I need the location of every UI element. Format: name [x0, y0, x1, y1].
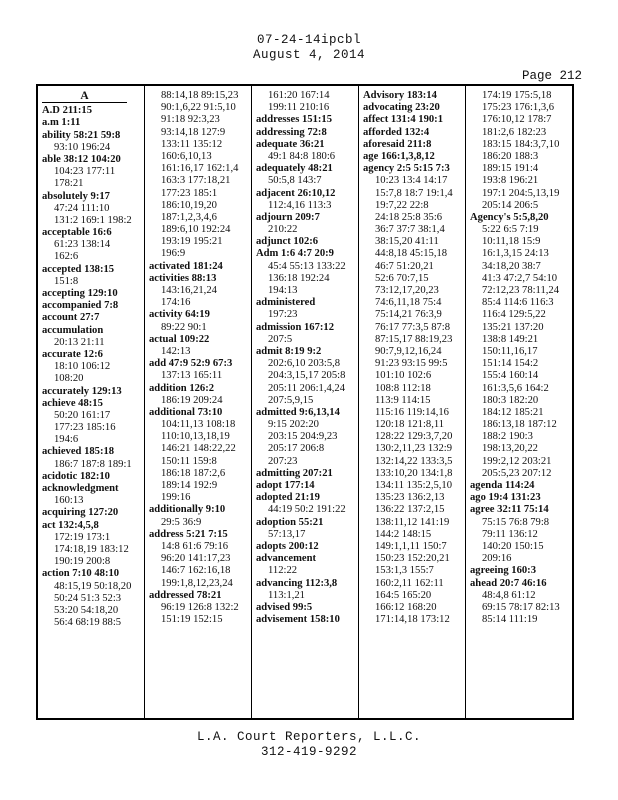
footer-reporter-name: L.A. Court Reporters, L.L.C.: [196, 730, 422, 744]
index-term-line: act 132:4,5,8: [42, 519, 99, 531]
index-ref-line: 132:14,22 133:3,5: [375, 455, 453, 467]
index-term-line: a.m 1:11: [42, 117, 81, 129]
index-ref-line: 138:8 149:21: [482, 333, 539, 345]
index-ref-line: 150:23 152:20,21: [375, 553, 450, 565]
index-ref-line: 112:22: [268, 565, 298, 577]
index-ref-line: 203:15 204:9,23: [268, 431, 338, 443]
index-ref-line: 104:11,13 108:18: [161, 419, 236, 431]
index-term-line: adoption 55:21: [256, 516, 324, 528]
index-ref-line: 46:7 51:20,21: [375, 260, 434, 272]
index-ref-line: 16:1,3,15 24:13: [482, 248, 549, 260]
header-date: August 4, 2014: [252, 48, 366, 62]
index-ref-line: 143:16,21,24: [161, 285, 217, 296]
index-ref-line: 207:5,9,15: [268, 394, 314, 406]
index-term-line: agree 32:11 75:14: [470, 504, 549, 516]
index-term-line: agency 2:5 5:15 7:3: [363, 163, 450, 175]
index-ref-line: 151:8: [54, 275, 79, 287]
index-term-line: accurate 12:6: [42, 348, 103, 360]
index-ref-line: 91:18 92:3,23: [161, 114, 220, 126]
index-column-4: [359, 86, 466, 718]
index-term-line: adopted 21:19: [256, 492, 320, 504]
index-ref-line: 172:19 173:1: [54, 531, 111, 543]
index-ref-line: 160:2,11 162:11: [375, 577, 444, 589]
index-ref-line: 85:4 114:6 116:3: [482, 297, 554, 309]
index-ref-line: 188:2 190:3: [482, 431, 533, 443]
index-term-line: acquiring 127:20: [42, 507, 119, 519]
index-ref-line: 174:19 175:5,18: [482, 90, 552, 101]
index-term-line: administered: [256, 297, 316, 309]
index-ref-line: 150:11,16,17: [482, 345, 538, 357]
index-ref-line: 136:22 137:2,15: [375, 504, 445, 516]
index-ref-line: 57:13,17: [268, 528, 306, 540]
index-ref-line: 189:15 191:4: [482, 163, 539, 175]
index-term-line: accompanied 7:8: [42, 300, 119, 312]
index-term-line: Advisory 183:14: [363, 90, 437, 101]
index-ref-line: 50:24 51:3 52:3: [54, 592, 122, 604]
index-column-5: [466, 86, 572, 718]
index-term-line: action 7:10 48:10: [42, 568, 120, 580]
index-ref-line: 73:12,17,20,23: [375, 285, 439, 296]
index-ref-line: 204:3,15,17 205:8: [268, 370, 346, 382]
index-ref-line: 75:15 76:8 79:8: [482, 516, 550, 528]
index-ref-line: 150:11 159:8: [161, 455, 217, 467]
index-term-line: admitted 9:6,13,14: [256, 406, 340, 418]
index-ref-line: 186:20 188:3: [482, 150, 539, 162]
index-ref-line: 24:18 25:8 35:6: [375, 211, 443, 223]
index-ref-line: 48:4,8 61:12: [482, 589, 536, 601]
index-ref-line: 112:4,16 113:3: [268, 199, 332, 211]
index-ref-line: 146:7 162:16,18: [161, 565, 231, 577]
index-ref-line: 194:6: [54, 434, 79, 446]
index-term-line: advancing 112:3,8: [256, 577, 338, 589]
index-ref-line: 38:15,20 41:11: [375, 236, 439, 248]
index-term-line: adjourn 209:7: [256, 211, 320, 223]
index-term-line: actual 109:22: [149, 333, 210, 345]
index-ref-line: 198:13,20,22: [482, 443, 538, 455]
index-term-line: activated 181:24: [149, 260, 223, 272]
index-term-line: Agency's 5:5,8,20: [470, 211, 549, 223]
index-ref-line: 177:23 185:16: [54, 422, 116, 434]
index-term-line: achieve 48:15: [42, 397, 103, 409]
index-ref-line: 61:23 138:14: [54, 239, 111, 251]
index-term-line: adjunct 102:6: [256, 236, 319, 248]
index-term-line: age 166:1,3,8,12: [363, 150, 435, 162]
index-ref-line: 205:14 206:5: [482, 199, 539, 211]
index-term-line: advocating 23:20: [363, 102, 440, 114]
index-ref-line: 199:1,8,12,23,24: [161, 577, 233, 589]
index-ref-line: 193:8 196:21: [482, 175, 539, 187]
index-ref-line: 9:15 202:20: [268, 419, 319, 431]
header-case-number: 07-24-14ipcbl: [256, 33, 362, 47]
index-term-line: additionally 9:10: [149, 504, 226, 516]
index-ref-line: 116:4 129:5,22: [482, 309, 546, 321]
index-ref-line: 186:7 187:8 189:1: [54, 458, 132, 470]
index-term-line: address 5:21 7:15: [149, 528, 228, 540]
index-term-line: ahead 20:7 46:16: [470, 577, 547, 589]
index-ref-line: 74:6,11,18 75:4: [375, 297, 442, 309]
index-ref-line: 189:14 192:9: [161, 480, 218, 491]
index-ref-line: 140:20 150:15: [482, 540, 544, 552]
index-ref-line: 56:4 68:19 88:5: [54, 617, 122, 629]
index-term-line: accumulation: [42, 324, 104, 336]
index-ref-line: 193:19 195:21: [161, 236, 223, 248]
index-term-line: admission 167:12: [256, 321, 334, 333]
index-ref-line: 48:15,19 50:18,20: [54, 580, 132, 592]
index-term-line: acceptable 16:6: [42, 227, 112, 239]
index-ref-line: 72:12,23 78:11,24: [482, 285, 560, 296]
index-ref-line: 181:2,6 182:23: [482, 126, 547, 138]
index-ref-line: 180:3 182:20: [482, 394, 539, 406]
index-ref-line: 178:21: [54, 178, 84, 190]
index-ref-line: 160:13: [54, 495, 84, 507]
index-ref-line: 146:21 148:22,22: [161, 443, 236, 455]
index-ref-line: 128:22 129:3,7,20: [375, 431, 453, 443]
index-term-line: absolutely 9:17: [42, 190, 110, 202]
index-ref-line: 199:11 210:16: [268, 102, 330, 114]
index-ref-line: 5:22 6:5 7:19: [482, 224, 539, 236]
index-ref-line: 10:23 13:4 14:17: [375, 175, 448, 187]
index-ref-line: 164:5 165:20: [375, 589, 432, 601]
index-term-line: adjacent 26:10,12: [256, 187, 336, 199]
index-ref-line: 194:13: [268, 285, 298, 296]
index-ref-line: 87:15,17 88:19,23: [375, 333, 453, 345]
index-ref-line: 19:7,22 22:8: [375, 199, 429, 211]
index-ref-line: 88:14,18 89:15,23: [161, 90, 239, 101]
index-term-line: achieved 185:18: [42, 446, 115, 458]
index-term-line: addressed 78:21: [149, 589, 222, 601]
index-ref-line: 93:14,18 127:9: [161, 126, 226, 138]
index-ref-line: 20:13 21:11: [54, 336, 105, 348]
index-ref-line: 101:10 102:6: [375, 370, 432, 382]
index-ref-line: 47:24 111:10: [54, 202, 110, 214]
index-term-line: add 47:9 52:9 67:3: [149, 358, 233, 370]
section-letter: A: [42, 90, 127, 103]
index-ref-line: 133:10,20 134:1,8: [375, 467, 453, 479]
index-column-3: [252, 86, 359, 718]
index-ref-line: 15:7,8 18:7 19:1,4: [375, 187, 453, 199]
index-term-line: afforded 132:4: [363, 126, 430, 138]
index-term-line: activity 64:19: [149, 309, 210, 321]
index-ref-line: 76:17 77:3,5 87:8: [375, 321, 451, 333]
index-term-line: addition 126:2: [149, 382, 215, 394]
index-ref-line: 184:12 185:21: [482, 406, 544, 418]
index-ref-line: 151:14 154:2: [482, 358, 539, 370]
index-term-line: account 27:7: [42, 312, 100, 324]
footer-phone: 312-419-9292: [260, 745, 357, 759]
index-ref-line: 45:4 55:13 133:22: [268, 260, 346, 272]
index-ref-line: 113:9 114:15: [375, 394, 431, 406]
index-ref-line: 44:8,18 45:15,18: [375, 248, 448, 260]
index-term-line: adopt 177:14: [256, 480, 315, 491]
index-term-line: affect 131:4 190:1: [363, 114, 444, 126]
index-ref-line: 197:1 204:5,13,19: [482, 187, 560, 199]
index-ref-line: 160:6,10,13: [161, 150, 212, 162]
index-column-2: [145, 86, 252, 718]
index-term-line: addressing 72:8: [256, 126, 327, 138]
index-term-line: acknowledgment: [42, 483, 119, 494]
index-ref-line: 134:11 135:2,5,10: [375, 480, 453, 491]
index-term-line: acidotic 182:10: [42, 470, 110, 482]
index-ref-line: 52:6 70:7,15: [375, 272, 429, 284]
index-ref-line: 136:18 192:24: [268, 272, 330, 284]
index-ref-line: 108:20: [54, 373, 84, 385]
index-ref-line: 131:2 169:1 198:2: [54, 214, 132, 226]
index-ref-line: 93:10 196:24: [54, 141, 111, 153]
index-ref-line: 171:14,18 173:12: [375, 614, 450, 626]
index-ref-line: 133:11 135:12: [161, 138, 223, 150]
index-ref-line: 196:9: [161, 248, 186, 260]
index-ref-line: 174:16: [161, 297, 191, 309]
index-ref-line: 104:23 177:11: [54, 166, 116, 178]
index-ref-line: 210:22: [268, 224, 298, 236]
index-ref-line: 163:3 177:18,21: [161, 175, 231, 187]
index-term-line: additional 73:10: [149, 406, 223, 418]
index-ref-line: 205:5,23 207:12: [482, 467, 552, 479]
index-term-line: A.D 211:15: [42, 105, 93, 117]
index-ref-line: 44:19 50:2 191:22: [268, 504, 346, 516]
index-ref-line: 91:23 93:15 99:5: [375, 358, 448, 370]
index-ref-line: 209:16: [482, 553, 512, 565]
index-ref-line: 207:5: [268, 333, 293, 345]
index-ref-line: 14:8 61:6 79:16: [161, 540, 229, 552]
index-ref-line: 135:23 136:2,13: [375, 492, 445, 504]
index-term-line: agenda 114:24: [470, 480, 535, 491]
index-ref-line: 90:7,9,12,16,24: [375, 345, 442, 357]
index-term-line: advised 99:5: [256, 601, 313, 613]
index-term-line: Adm 1:6 4:7 20:9: [256, 248, 334, 260]
index-ref-line: 85:14 111:19: [482, 614, 538, 626]
index-ref-line: 69:15 78:17 82:13: [482, 601, 560, 613]
index-term-line: admit 8:19 9:2: [256, 345, 322, 357]
index-ref-line: 53:20 54:18,20: [54, 604, 119, 616]
index-ref-line: 96:20 141:17,23: [161, 553, 231, 565]
index-ref-line: 189:6,10 192:24: [161, 224, 231, 236]
index-ref-line: 166:12 168:20: [375, 601, 437, 613]
index-ref-line: 162:6: [54, 251, 79, 263]
index-ref-line: 110:10,13,18,19: [161, 431, 230, 443]
index-ref-line: 108:8 112:18: [375, 382, 431, 394]
index-term-line: ago 19:4 131:23: [470, 492, 541, 504]
index-term-line: able 38:12 104:20: [42, 153, 121, 165]
index-term-line: agreeing 160:3: [470, 565, 537, 577]
index-ref-line: 18:10 106:12: [54, 361, 111, 373]
index-ref-line: 186:18 187:2,6: [161, 467, 226, 479]
index-term-line: advisement 158:10: [256, 614, 340, 626]
index-ref-line: 137:13 165:11: [161, 370, 223, 382]
index-ref-line: 199:2,12 203:21: [482, 455, 552, 467]
index-ref-line: 135:21 137:20: [482, 321, 544, 333]
index-term-line: activities 88:13: [149, 272, 217, 284]
index-ref-line: 153:1,3 155:7: [375, 565, 434, 577]
index-term-line: ability 58:21 59:8: [42, 129, 121, 141]
index-ref-line: 144:2 148:15: [375, 528, 432, 540]
index-ref-line: 149:1,1,11 150:7: [375, 540, 447, 552]
index-ref-line: 120:18 121:8,11: [375, 419, 445, 431]
index-ref-line: 207:23: [268, 455, 298, 467]
index-ref-line: 36:7 37:7 38:1,4: [375, 224, 445, 236]
index-ref-line: 50:5,8 143:7: [268, 175, 322, 187]
index-ref-line: 199:16: [161, 492, 191, 504]
index-ref-line: 41:3 47:2,7 54:10: [482, 272, 558, 284]
index-ref-line: 205:17 206:8: [268, 443, 325, 455]
index-ref-line: 197:23: [268, 309, 298, 321]
index-term-line: aforesaid 211:8: [363, 138, 432, 150]
index-ref-line: 186:13,18 187:12: [482, 419, 557, 431]
index-column-1: [38, 86, 145, 718]
index-ref-line: 190:19 200:8: [54, 556, 111, 568]
index-term-line: accurately 129:13: [42, 385, 122, 397]
index-term-line: adequately 48:21: [256, 163, 333, 175]
index-ref-line: 174:18,19 183:12: [54, 543, 129, 555]
index-term-line: addresses 151:15: [256, 114, 333, 126]
index-ref-line: 49:1 84:8 180:6: [268, 150, 336, 162]
index-ref-line: 79:11 136:12: [482, 528, 538, 540]
index-ref-line: 187:1,2,3,4,6: [161, 211, 217, 223]
index-term-line: accepting 129:10: [42, 288, 118, 299]
index-ref-line: 161:3,5,6 164:2: [482, 382, 549, 394]
index-term-line: adopts 200:12: [256, 540, 319, 552]
index-ref-line: 10:11,18 15:9: [482, 236, 541, 248]
index-term-line: adequate 36:21: [256, 138, 325, 150]
index-ref-line: 130:2,11,23 132:9: [375, 443, 453, 455]
index-ref-line: 142:13: [161, 345, 191, 357]
index-ref-line: 161:20 167:14: [268, 90, 330, 101]
index-ref-line: 175:23 176:1,3,6: [482, 102, 555, 114]
index-ref-line: 176:10,12 178:7: [482, 114, 552, 126]
index-ref-line: 113:1,21: [268, 589, 305, 601]
index-ref-line: 161:16,17 162:1,4: [161, 163, 239, 175]
index-ref-line: 115:16 119:14,16: [375, 406, 449, 418]
index-term-line: advancement: [256, 553, 317, 565]
index-ref-line: 151:19 152:15: [161, 614, 223, 626]
index-ref-line: 29:5 36:9: [161, 516, 202, 528]
index-term-line: admitting 207:21: [256, 467, 333, 479]
index-ref-line: 186:19 209:24: [161, 394, 223, 406]
index-ref-line: 177:23 185:1: [161, 187, 218, 199]
index-ref-line: 90:1,6,22 91:5,10: [161, 102, 236, 114]
index-table: [36, 84, 574, 720]
index-ref-line: 96:19 126:8 132:2: [161, 601, 239, 613]
index-ref-line: 183:15 184:3,7,10: [482, 138, 560, 150]
index-ref-line: 34:18,20 38:7: [482, 260, 541, 272]
index-ref-line: 75:14,21 76:3,9: [375, 309, 442, 321]
page-number: Page 212: [521, 69, 582, 83]
index-term-line: accepted 138:15: [42, 263, 115, 275]
index-ref-line: 202:6,10 203:5,8: [268, 358, 341, 370]
index-ref-line: 186:10,19,20: [161, 199, 217, 211]
index-ref-line: 138:11,12 141:19: [375, 516, 450, 528]
index-ref-line: 50:20 161:17: [54, 409, 111, 421]
index-ref-line: 205:11 206:1,4,24: [268, 382, 346, 394]
index-ref-line: 155:4 160:14: [482, 370, 539, 382]
index-ref-line: 89:22 90:1: [161, 321, 207, 333]
